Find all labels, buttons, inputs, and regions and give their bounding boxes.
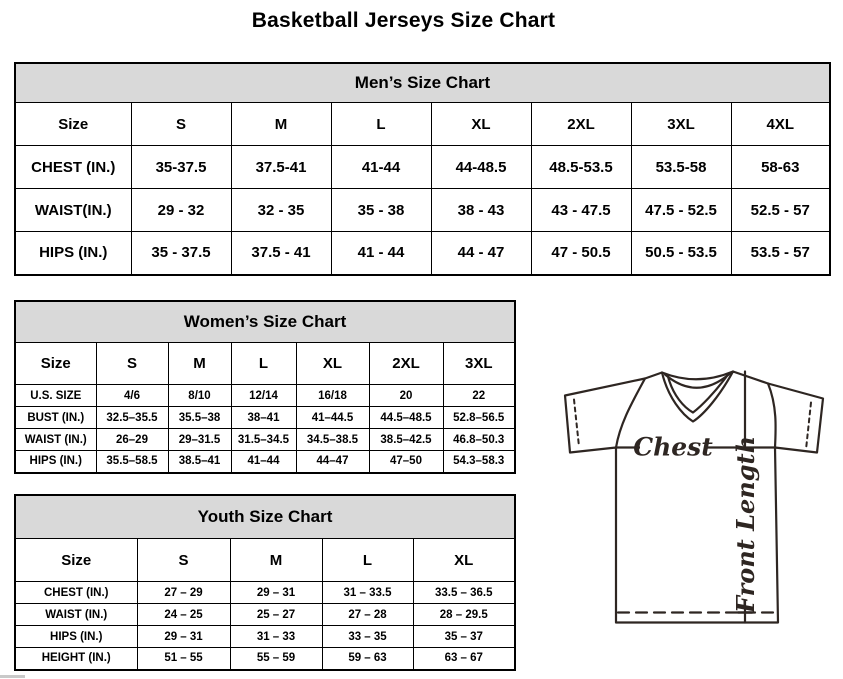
size-value-cell: 38.5–42.5 (369, 429, 443, 451)
size-value-cell: 52.8–56.5 (443, 407, 515, 429)
row-label: WAIST (IN.) (15, 429, 96, 451)
size-value-cell: 31 – 33 (230, 626, 322, 648)
size-value-cell: 53.5 - 57 (731, 232, 830, 275)
size-value-cell: 52.5 - 57 (731, 189, 830, 232)
table-row (15, 582, 515, 604)
size-value-cell: 24 – 25 (137, 604, 230, 626)
size-value-cell: 22 (443, 385, 515, 407)
size-value-cell: 32 - 35 (231, 189, 331, 232)
column-header: 2XL (369, 343, 443, 385)
size-value-cell: 16/18 (296, 385, 369, 407)
size-value-cell: 28 – 29.5 (413, 604, 515, 626)
row-label: BUST (IN.) (15, 407, 96, 429)
column-header: 3XL (631, 103, 731, 146)
armhole-seam-right-icon (768, 384, 776, 448)
column-header: Size (15, 343, 96, 385)
size-value-cell: 41–44.5 (296, 407, 369, 429)
size-value-cell: 58-63 (731, 146, 830, 189)
size-value-cell: 47.5 - 52.5 (631, 189, 731, 232)
size-value-cell: 37.5 - 41 (231, 232, 331, 275)
size-value-cell: 25 – 27 (230, 604, 322, 626)
sleeve-cuff-dash-left (574, 400, 579, 447)
jersey-measurement-diagram (550, 356, 835, 631)
row-label: U.S. SIZE (15, 385, 96, 407)
size-value-cell: 43 - 47.5 (531, 189, 631, 232)
scrollbar-thumb-fragment (0, 675, 25, 678)
column-header: XL (413, 539, 515, 582)
row-label: HIPS (IN.) (15, 451, 96, 473)
size-value-cell: 32.5–35.5 (96, 407, 168, 429)
column-header: Size (15, 103, 131, 146)
size-value-cell: 33 – 35 (322, 626, 413, 648)
table-row (15, 626, 515, 648)
column-header: L (322, 539, 413, 582)
size-value-cell: 35.5–58.5 (96, 451, 168, 473)
row-label: HIPS (IN.) (15, 232, 131, 275)
table-row (15, 385, 515, 407)
table-row (15, 146, 830, 189)
size-value-cell: 27 – 29 (137, 582, 230, 604)
womens-size-table (14, 300, 516, 474)
size-value-cell: 4/6 (96, 385, 168, 407)
size-value-cell: 12/14 (231, 385, 296, 407)
column-header: 2XL (531, 103, 631, 146)
size-value-cell: 44 - 47 (431, 232, 531, 275)
size-value-cell: 47 - 50.5 (531, 232, 631, 275)
page-title: Basketball Jerseys Size Chart (251, 9, 556, 32)
youth-size-table (14, 494, 516, 671)
size-value-cell: 41-44 (331, 146, 431, 189)
size-value-cell: 31 – 33.5 (322, 582, 413, 604)
column-header: M (230, 539, 322, 582)
column-header: M (231, 103, 331, 146)
sleeve-cuff-dash-right (806, 403, 811, 450)
row-label: CHEST (IN.) (15, 146, 131, 189)
size-value-cell: 26–29 (96, 429, 168, 451)
table-row (15, 648, 515, 670)
youth-table-title: Youth Size Chart (15, 495, 515, 539)
column-header: L (331, 103, 431, 146)
size-value-cell: 29–31.5 (168, 429, 231, 451)
row-label: HEIGHT (IN.) (15, 648, 137, 670)
chest-label: Chest (633, 432, 713, 462)
table-row (15, 451, 515, 473)
size-value-cell: 33.5 – 36.5 (413, 582, 515, 604)
size-value-cell: 35 - 37.5 (131, 232, 231, 275)
row-label: WAIST (IN.) (15, 604, 137, 626)
column-header: L (231, 343, 296, 385)
size-value-cell: 59 – 63 (322, 648, 413, 670)
column-header: Size (15, 539, 137, 582)
size-value-cell: 34.5–38.5 (296, 429, 369, 451)
column-header: XL (296, 343, 369, 385)
size-value-cell: 8/10 (168, 385, 231, 407)
size-value-cell: 38–41 (231, 407, 296, 429)
size-value-cell: 46.8–50.3 (443, 429, 515, 451)
size-value-cell: 48.5-53.5 (531, 146, 631, 189)
row-label: HIPS (IN.) (15, 626, 137, 648)
column-header: 3XL (443, 343, 515, 385)
table-row (15, 189, 830, 232)
jersey-outline (565, 372, 823, 623)
size-value-cell: 53.5-58 (631, 146, 731, 189)
size-value-cell: 44–47 (296, 451, 369, 473)
row-label: CHEST (IN.) (15, 582, 137, 604)
column-header: S (96, 343, 168, 385)
size-value-cell: 35-37.5 (131, 146, 231, 189)
size-value-cell: 41–44 (231, 451, 296, 473)
size-value-cell: 35.5–38 (168, 407, 231, 429)
size-value-cell: 63 – 67 (413, 648, 515, 670)
size-value-cell: 35 – 37 (413, 626, 515, 648)
column-header: M (168, 343, 231, 385)
size-value-cell: 38.5–41 (168, 451, 231, 473)
column-header: S (131, 103, 231, 146)
column-header: S (137, 539, 230, 582)
size-value-cell: 37.5-41 (231, 146, 331, 189)
size-value-cell: 41 - 44 (331, 232, 431, 275)
size-value-cell: 38 - 43 (431, 189, 531, 232)
size-value-cell: 31.5–34.5 (231, 429, 296, 451)
size-value-cell: 27 – 28 (322, 604, 413, 626)
mens-size-table (14, 62, 831, 276)
size-value-cell: 20 (369, 385, 443, 407)
size-value-cell: 51 – 55 (137, 648, 230, 670)
size-value-cell: 29 - 32 (131, 189, 231, 232)
size-value-cell: 47–50 (369, 451, 443, 473)
column-header: 4XL (731, 103, 830, 146)
size-value-cell: 29 – 31 (137, 626, 230, 648)
mens-table-title: Men’s Size Chart (15, 63, 830, 103)
size-value-cell: 29 – 31 (230, 582, 322, 604)
size-value-cell: 44-48.5 (431, 146, 531, 189)
size-value-cell: 54.3–58.3 (443, 451, 515, 473)
size-value-cell: 55 – 59 (230, 648, 322, 670)
front-length-label: Front Length (731, 435, 760, 614)
row-label: WAIST(IN.) (15, 189, 131, 232)
table-row (15, 232, 830, 275)
size-value-cell: 44.5–48.5 (369, 407, 443, 429)
column-header: XL (431, 103, 531, 146)
size-value-cell: 50.5 - 53.5 (631, 232, 731, 275)
size-value-cell: 35 - 38 (331, 189, 431, 232)
table-row (15, 407, 515, 429)
table-row (15, 604, 515, 626)
table-row (15, 429, 515, 451)
womens-table-title: Women’s Size Chart (15, 301, 515, 343)
